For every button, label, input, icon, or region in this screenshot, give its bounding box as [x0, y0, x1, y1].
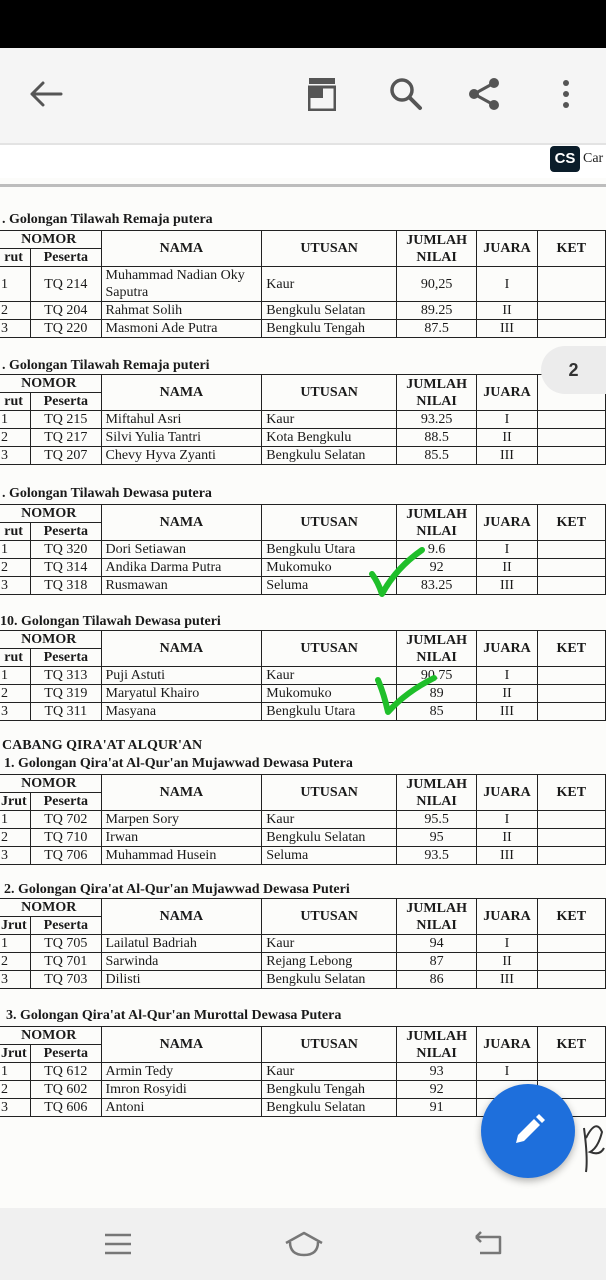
cell-ket: [537, 577, 605, 595]
cell-nama: Muhammad Husein: [101, 847, 262, 865]
cell-juara: III: [477, 971, 537, 989]
cell-ket: [537, 971, 605, 989]
header-nomor: NOMOR: [0, 505, 101, 523]
header-nama: NAMA: [101, 775, 262, 811]
cell-nama: Muhammad Nadian Oky Saputra: [101, 267, 262, 302]
table-title: 1. Golongan Qira'at Al-Qur'an Mujawwad Dewasa Putera: [4, 756, 353, 771]
header-urut: Jrut: [0, 1045, 31, 1063]
table-title: 3. Golongan Qira'at Al-Qur'an Murottal Dewasa Putera: [6, 1008, 342, 1023]
header-nama: NAMA: [101, 1027, 262, 1063]
cell-urut: 3: [0, 703, 31, 721]
header-peserta: Peserta: [31, 1045, 101, 1063]
cell-nama: Dori Setiawan: [101, 541, 262, 559]
cell-utusan: Bengkulu Tengah: [262, 1081, 397, 1099]
handwritten-checkmark-2: [372, 672, 438, 720]
cell-ket: [537, 935, 605, 953]
header-jumlah: JUMLAH: [406, 232, 467, 248]
back-nav-icon[interactable]: [466, 1222, 510, 1266]
cell-nilai: 93.5: [396, 847, 476, 865]
cell-ket: [537, 703, 605, 721]
table-row: [0, 577, 606, 595]
cell-nama: Maryatul Khairo: [101, 685, 262, 703]
cell-utusan: Bengkulu Selatan: [262, 302, 397, 320]
table-row: [0, 847, 606, 865]
cell-peserta: TQ 320: [31, 541, 101, 559]
table-title: . Golongan Tilawah Remaja puteri: [2, 358, 210, 373]
header-juara: JUARA: [477, 231, 537, 267]
cell-ket: [537, 829, 605, 847]
results-table: [0, 898, 606, 989]
cell-juara: II: [477, 302, 537, 320]
header-utusan: UTUSAN: [262, 375, 397, 411]
cell-ket: [537, 447, 605, 465]
camscanner-logo: CS: [550, 146, 580, 172]
cell-peserta: TQ 612: [31, 1063, 101, 1081]
cell-nama: Armin Tedy: [101, 1063, 262, 1081]
signature-mark: [580, 1108, 606, 1178]
table-row: [0, 811, 606, 829]
cell-peserta: TQ 318: [31, 577, 101, 595]
header-ket: KET: [537, 631, 605, 667]
cell-nilai: 83.25: [396, 577, 476, 595]
table-row: [0, 559, 606, 577]
cell-nama: Rahmat Solih: [101, 302, 262, 320]
header-nomor: NOMOR: [0, 375, 101, 393]
cell-urut: 3: [0, 971, 31, 989]
header-nomor: NOMOR: [0, 1027, 101, 1045]
cell-utusan: Bengkulu Utara: [262, 541, 397, 559]
cell-juara: III: [477, 847, 537, 865]
pencil-icon: [508, 1111, 548, 1151]
cell-ket: [537, 320, 605, 338]
header-nama: NAMA: [101, 231, 262, 267]
header-jumlah: JUMLAH: [406, 776, 467, 792]
table-row: [0, 429, 606, 447]
header-nama: NAMA: [101, 505, 262, 541]
cell-nama: Imron Rosyidi: [101, 1081, 262, 1099]
system-nav-bar: [0, 1208, 606, 1280]
cell-ket: [537, 429, 605, 447]
cell-utusan: Rejang Lebong: [262, 953, 397, 971]
cell-nilai: 93.25: [396, 411, 476, 429]
header-nama: NAMA: [101, 899, 262, 935]
cell-utusan: Kaur: [262, 411, 397, 429]
header-jumlah-nilai: [396, 505, 476, 541]
header-urut: Jrut: [0, 793, 31, 811]
cell-utusan: Kaur: [262, 667, 397, 685]
results-table: [0, 630, 606, 721]
header-juara: JUARA: [477, 375, 537, 411]
table-title: . Golongan Tilawah Remaja putera: [2, 212, 213, 227]
table-row: [0, 447, 606, 465]
header-row: [0, 631, 606, 649]
header-peserta: Peserta: [31, 649, 101, 667]
table-row: [0, 703, 606, 721]
header-row: [0, 231, 606, 249]
cell-utusan: Bengkulu Selatan: [262, 1099, 397, 1117]
cell-juara: II: [477, 429, 537, 447]
cell-ket: [537, 847, 605, 865]
cell-nilai: 94: [396, 935, 476, 953]
cell-peserta: TQ 204: [31, 302, 101, 320]
header-juara: JUARA: [477, 775, 537, 811]
cell-utusan: Mukomuko: [262, 559, 397, 577]
cell-utusan: Bengkulu Utara: [262, 703, 397, 721]
cell-urut: 1: [0, 541, 31, 559]
cell-nilai: 91: [396, 1099, 476, 1117]
page-edge-line: [0, 184, 606, 187]
cell-utusan: Bengkulu Tengah: [262, 320, 397, 338]
cell-urut: 3: [0, 847, 31, 865]
cell-juara: I: [477, 541, 537, 559]
header-nomor: NOMOR: [0, 231, 101, 249]
header-peserta: Peserta: [31, 249, 101, 267]
cell-urut: 1: [0, 811, 31, 829]
cell-nilai: 90.75: [396, 667, 476, 685]
header-nama: NAMA: [101, 375, 262, 411]
cell-ket: [537, 541, 605, 559]
header-peserta: Peserta: [31, 917, 101, 935]
cell-nilai: 95.5: [396, 811, 476, 829]
cell-utusan: Kota Bengkulu: [262, 429, 397, 447]
cell-juara: II: [477, 829, 537, 847]
header-nilai: NILAI: [416, 793, 457, 809]
cell-urut: 2: [0, 953, 31, 971]
header-juara: JUARA: [477, 1027, 537, 1063]
cell-juara: III: [477, 320, 537, 338]
share-icon[interactable]: [462, 72, 506, 116]
table-row: [0, 320, 606, 338]
home-icon[interactable]: [282, 1222, 326, 1266]
cell-urut: 1: [0, 1063, 31, 1081]
header-ket: KET: [537, 775, 605, 811]
cell-peserta: TQ 313: [31, 667, 101, 685]
page-number-badge: 2: [541, 346, 606, 394]
cell-nama: Miftahul Asri: [101, 411, 262, 429]
header-jumlah-nilai: [396, 1027, 476, 1063]
cell-juara: III: [477, 577, 537, 595]
header-row: [0, 899, 606, 917]
header-juara: JUARA: [477, 505, 537, 541]
table-row: [0, 667, 606, 685]
header-ket: KET: [537, 899, 605, 935]
cell-peserta: TQ 214: [31, 267, 101, 302]
table-row: [0, 541, 606, 559]
cell-peserta: TQ 319: [31, 685, 101, 703]
cell-nilai: 87: [396, 953, 476, 971]
cell-peserta: TQ 710: [31, 829, 101, 847]
cell-ket: [537, 667, 605, 685]
cell-juara: I: [477, 411, 537, 429]
header-jumlah-nilai: [396, 899, 476, 935]
header-ket: KET: [537, 1027, 605, 1063]
header-jumlah: JUMLAH: [406, 376, 467, 392]
header-jumlah-nilai: [396, 375, 476, 411]
header-urut: rut: [0, 523, 31, 541]
cell-nilai: 92: [396, 1081, 476, 1099]
cell-utusan: Kaur: [262, 935, 397, 953]
reader-mode-icon[interactable]: [300, 72, 344, 116]
header-nilai: NILAI: [416, 249, 457, 265]
header-row: [0, 775, 606, 793]
results-table: [0, 374, 606, 465]
header-nomor: NOMOR: [0, 631, 101, 649]
cell-utusan: Bengkulu Selatan: [262, 829, 397, 847]
recent-apps-icon[interactable]: [96, 1222, 140, 1266]
table-row: [0, 953, 606, 971]
header-row: [0, 505, 606, 523]
header-utusan: UTUSAN: [262, 505, 397, 541]
cell-urut: 3: [0, 320, 31, 338]
back-arrow-icon[interactable]: [24, 72, 68, 116]
cell-urut: 2: [0, 685, 31, 703]
header-jumlah: JUMLAH: [406, 506, 467, 522]
cell-peserta: TQ 215: [31, 411, 101, 429]
cell-peserta: TQ 314: [31, 559, 101, 577]
cell-juara: I: [477, 811, 537, 829]
cell-nama: Dilisti: [101, 971, 262, 989]
header-nilai: NILAI: [416, 523, 457, 539]
cell-nilai: 93: [396, 1063, 476, 1081]
cell-nama: Antoni: [101, 1099, 262, 1117]
cell-peserta: TQ 706: [31, 847, 101, 865]
cell-ket: [537, 1063, 605, 1081]
table-row: [0, 411, 606, 429]
cell-nilai: 89.25: [396, 302, 476, 320]
cell-utusan: Kaur: [262, 267, 397, 302]
header-urut: rut: [0, 249, 31, 267]
cell-nama: Irwan: [101, 829, 262, 847]
cell-ket: [537, 953, 605, 971]
table-row: [0, 1063, 606, 1081]
table-row: [0, 829, 606, 847]
header-jumlah: JUMLAH: [406, 900, 467, 916]
cell-juara: I: [477, 935, 537, 953]
header-peserta: Peserta: [31, 523, 101, 541]
table-row: [0, 685, 606, 703]
cell-utusan: Bengkulu Selatan: [262, 971, 397, 989]
results-table: [0, 504, 606, 595]
header-nilai: NILAI: [416, 393, 457, 409]
app-bar: [0, 48, 606, 143]
status-bar: [0, 0, 606, 48]
handwritten-checkmark-1: [366, 546, 426, 600]
more-options-icon[interactable]: [544, 72, 588, 116]
cell-urut: 2: [0, 559, 31, 577]
cell-urut: 3: [0, 447, 31, 465]
cell-nama: Chevy Hyva Zyanti: [101, 447, 262, 465]
cell-nama: Marpen Sory: [101, 811, 262, 829]
header-peserta: Peserta: [31, 393, 101, 411]
header-ket: KET: [537, 505, 605, 541]
table-title: 10. Golongan Tilawah Dewasa puteri: [0, 614, 221, 629]
header-urut: rut: [0, 393, 31, 411]
cell-ket: [537, 559, 605, 577]
header-jumlah: JUMLAH: [406, 632, 467, 648]
table-title: . Golongan Tilawah Dewasa putera: [2, 486, 212, 501]
cell-juara: I: [477, 1063, 537, 1081]
header-nomor: NOMOR: [0, 899, 101, 917]
cell-juara: III: [477, 703, 537, 721]
header-peserta: Peserta: [31, 793, 101, 811]
header-ket: KET: [537, 231, 605, 267]
cell-peserta: TQ 217: [31, 429, 101, 447]
cell-peserta: TQ 606: [31, 1099, 101, 1117]
cell-utusan: Seluma: [262, 577, 397, 595]
cell-urut: 1: [0, 267, 31, 302]
cell-utusan: Kaur: [262, 1063, 397, 1081]
table-row: [0, 267, 606, 302]
cell-peserta: TQ 220: [31, 320, 101, 338]
divider: [0, 143, 606, 145]
header-utusan: UTUSAN: [262, 631, 397, 667]
header-urut: Jrut: [0, 917, 31, 935]
camscanner-text: Car: [583, 151, 604, 166]
cell-peserta: TQ 705: [31, 935, 101, 953]
cell-nama: Puji Astuti: [101, 667, 262, 685]
cell-nilai: 95: [396, 829, 476, 847]
cell-urut: 3: [0, 577, 31, 595]
cell-urut: 1: [0, 667, 31, 685]
cell-utusan: Seluma: [262, 847, 397, 865]
table-row: [0, 302, 606, 320]
results-table: [0, 774, 606, 865]
table-row: [0, 935, 606, 953]
cell-juara: II: [477, 685, 537, 703]
cell-nama: Andika Darma Putra: [101, 559, 262, 577]
cell-nama: Silvi Yulia Tantri: [101, 429, 262, 447]
cell-peserta: TQ 702: [31, 811, 101, 829]
cell-urut: 2: [0, 829, 31, 847]
cell-urut: 2: [0, 429, 31, 447]
cell-peserta: TQ 701: [31, 953, 101, 971]
cell-juara: II: [477, 953, 537, 971]
cell-nilai: 92: [396, 559, 476, 577]
results-table: [0, 230, 606, 338]
cell-nama: Masyana: [101, 703, 262, 721]
cell-juara: I: [477, 667, 537, 685]
header-utusan: UTUSAN: [262, 775, 397, 811]
cell-ket: [537, 811, 605, 829]
cell-ket: [537, 685, 605, 703]
cell-peserta: TQ 207: [31, 447, 101, 465]
header-nama: NAMA: [101, 631, 262, 667]
cell-juara: I: [477, 267, 537, 302]
cell-utusan: Kaur: [262, 811, 397, 829]
cell-nama: Lailatul Badriah: [101, 935, 262, 953]
cell-nama: Sarwinda: [101, 953, 262, 971]
header-nilai: NILAI: [416, 917, 457, 933]
cell-nilai: 85.5: [396, 447, 476, 465]
cell-nilai: 9.6: [396, 541, 476, 559]
header-juara: JUARA: [477, 899, 537, 935]
cell-ket: [537, 267, 605, 302]
cell-juara: II: [477, 559, 537, 577]
cell-urut: 1: [0, 411, 31, 429]
header-jumlah-nilai: [396, 775, 476, 811]
camscanner-badge: [550, 146, 606, 172]
table-row: [0, 971, 606, 989]
cell-ket: [537, 411, 605, 429]
cell-nilai: 88.5: [396, 429, 476, 447]
header-nilai: NILAI: [416, 1045, 457, 1061]
header-row: [0, 1027, 606, 1045]
header-juara: JUARA: [477, 631, 537, 667]
section-heading: CABANG QIRA'AT ALQUR'AN: [2, 738, 203, 753]
header-nilai: NILAI: [416, 649, 457, 665]
header-jumlah-nilai: [396, 231, 476, 267]
header-utusan: UTUSAN: [262, 899, 397, 935]
cell-nilai: 89: [396, 685, 476, 703]
header-row: [0, 375, 606, 393]
header-utusan: UTUSAN: [262, 1027, 397, 1063]
cell-nilai: 86: [396, 971, 476, 989]
cell-peserta: TQ 311: [31, 703, 101, 721]
cell-peserta: TQ 602: [31, 1081, 101, 1099]
edit-button[interactable]: [481, 1084, 575, 1178]
search-icon[interactable]: [384, 72, 428, 116]
header-urut: rut: [0, 649, 31, 667]
header-utusan: UTUSAN: [262, 231, 397, 267]
cell-nama: Rusmawan: [101, 577, 262, 595]
cell-utusan: Bengkulu Selatan: [262, 447, 397, 465]
cell-nilai: 90,25: [396, 267, 476, 302]
cell-juara: III: [477, 447, 537, 465]
cell-nilai: 85: [396, 703, 476, 721]
header-jumlah-nilai: [396, 631, 476, 667]
cell-peserta: TQ 703: [31, 971, 101, 989]
cell-urut: 2: [0, 302, 31, 320]
cell-ket: [537, 302, 605, 320]
header-jumlah: JUMLAH: [406, 1028, 467, 1044]
header-nomor: NOMOR: [0, 775, 101, 793]
cell-urut: 2: [0, 1081, 31, 1099]
table-title: 2. Golongan Qira'at Al-Qur'an Mujawwad Dewasa Puteri: [4, 882, 350, 897]
cell-urut: 3: [0, 1099, 31, 1117]
cell-nilai: 87.5: [396, 320, 476, 338]
cell-urut: 1: [0, 935, 31, 953]
document-page: [0, 178, 606, 1208]
cell-utusan: Mukomuko: [262, 685, 397, 703]
cell-nama: Masmoni Ade Putra: [101, 320, 262, 338]
